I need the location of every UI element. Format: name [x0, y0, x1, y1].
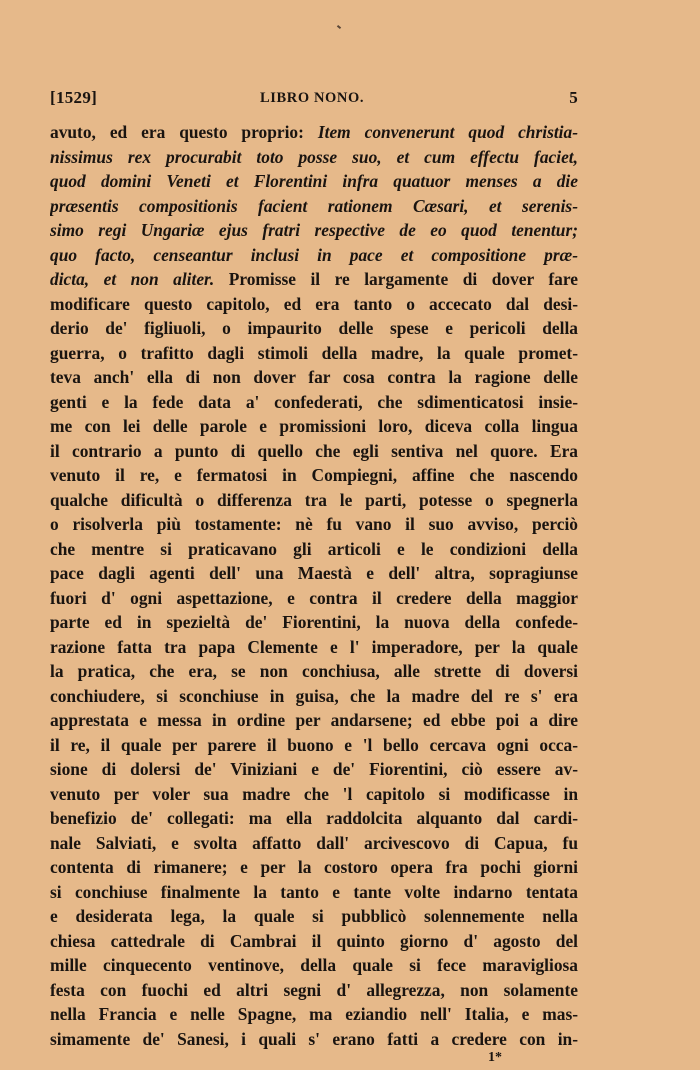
latin-quote-segment: dicta, et non aliter.: [50, 269, 215, 289]
text-segment: me con lei delle parole e promissioni loro, diceva colla lingua: [50, 416, 578, 436]
text-segment: il contrario a punto di quello che egli sentiva nel quore. Era: [50, 440, 578, 461]
text-segment: guerra, o trafitto dagli stimoli della madre, la quale promet-: [50, 342, 578, 363]
text-line: [50, 684, 578, 709]
text-line: [50, 855, 578, 880]
text-segment: avuto, ed era questo proprio:: [50, 122, 318, 142]
text-segment: qualche dificultà o differenza tra le parti, potesse o spegnerla: [50, 489, 578, 510]
text-segment: mille cinquecento ventinove, della quale si fece maravigliosa: [50, 955, 578, 975]
text-line: [50, 390, 578, 415]
text-segment: simamente de' Sanesi, i quali s' erano fatti a credere con in-: [50, 1028, 578, 1049]
text-segment: contenta di rimanere; e per la costoro opera fra pochi giorni: [50, 857, 578, 877]
body-text: [50, 120, 578, 1051]
text-segment: conchiudere, si sconchiuse in guisa, che la madre del re s' era: [50, 685, 578, 706]
text-line: [50, 561, 578, 586]
text-line: [50, 463, 578, 488]
text-line: [50, 635, 578, 660]
text-line: [50, 512, 578, 537]
text-line: [50, 414, 578, 439]
text-line: [50, 488, 578, 513]
latin-quote-segment: præsentis compositionis facient rationem Cæsari, et serenis-: [50, 195, 578, 216]
text-line: [50, 267, 578, 292]
text-segment: apprestata e messa in ordine per andarsene; ed ebbe poi a dire: [50, 710, 578, 730]
running-header: [50, 88, 578, 118]
text-line: [50, 586, 578, 611]
text-segment: benefizio de' collegati: ma ella raddolcita alquanto dal cardi-: [50, 808, 578, 828]
text-segment: Promisse il re largamente di dover fare: [214, 269, 578, 289]
text-segment: che mentre si praticavano gli articoli e le condizioni della: [50, 538, 578, 559]
latin-quote-segment: quod domini Veneti et Florentini infra quatuor menses a die: [50, 171, 578, 191]
text-segment: la pratica, che era, se non conchiusa, alle strette di doversi: [50, 661, 578, 681]
ink-speck: [337, 25, 341, 29]
text-segment: festa con fuochi ed altri segni d' allegrezza, non solamente: [50, 979, 578, 1000]
text-line: [50, 610, 578, 635]
text-segment: venuto per voler sua madre che 'l capitolo si modificasse in: [50, 783, 578, 804]
latin-quote-segment: quo facto, censeantur inclusi in pace et compositione præ-: [50, 244, 578, 265]
text-segment: derio de' figliuoli, o impaurito delle spese e pericoli della: [50, 318, 578, 338]
header-book-title: LIBRO NONO.: [260, 90, 365, 106]
latin-quote-segment: simo regi Ungariæ ejus fratri respective de eo quod tenentur;: [50, 220, 578, 240]
latin-quote-segment: nissimus rex procurabit toto posse suo, et cum effectu faciet,: [50, 146, 578, 167]
text-line: [50, 733, 578, 758]
text-line: [50, 243, 578, 268]
text-line: [50, 169, 578, 194]
text-line: [50, 194, 578, 219]
text-line: [50, 659, 578, 684]
header-year: [1529]: [50, 88, 98, 107]
text-segment: si conchiuse finalmente la tanto e tante volte indarno tentata: [50, 881, 578, 902]
text-segment: e desiderata lega, la quale si pubblicò solennemente nella: [50, 906, 578, 926]
text-segment: sione di dolersi de' Viniziani e de' Fiorentini, ciò essere av-: [50, 759, 578, 779]
text-segment: modificare questo capitolo, ed era tanto o accecato dal desi-: [50, 293, 578, 314]
text-line: [50, 782, 578, 807]
text-line: [50, 120, 578, 145]
text-line: [50, 757, 578, 782]
text-segment: fuori d' ogni aspettazione, e contra il credere della maggior: [50, 587, 578, 608]
text-line: [50, 316, 578, 341]
text-line: [50, 831, 578, 856]
text-line: [50, 145, 578, 170]
page-number: 5: [569, 88, 578, 107]
text-line: [50, 341, 578, 366]
text-segment: pace dagli agenti dell' una Maestà e dell' altra, sopragiunse: [50, 563, 578, 583]
footnote-mark: 1*: [488, 1050, 502, 1065]
text-line: [50, 880, 578, 905]
text-line: [50, 1002, 578, 1027]
text-line: [50, 365, 578, 390]
text-segment: o risolverla più tostamente: nè fu vano il suo avviso, perciò: [50, 514, 578, 534]
text-line: [50, 806, 578, 831]
latin-quote-segment: Item convenerunt quod christia-: [317, 122, 578, 142]
text-line: [50, 904, 578, 929]
text-segment: nella Francia e nelle Spagne, ma eziandio nell' Italia, e mas-: [50, 1004, 578, 1024]
text-segment: il re, il quale per parere il buono e 'l bello cercava ogni occa-: [50, 734, 578, 755]
text-segment: parte ed in spezieltà de' Fiorentini, la nuova della confede-: [50, 612, 578, 632]
text-line: [50, 708, 578, 733]
text-segment: nale Salviati, e svolta affatto dall' arcivescovo di Capua, fu: [50, 832, 578, 853]
text-segment: venuto il re, e fermatosi in Compiegni, affine che nascendo: [50, 465, 578, 485]
text-line: [50, 218, 578, 243]
text-line: [50, 292, 578, 317]
text-line: [50, 439, 578, 464]
text-line: [50, 537, 578, 562]
text-segment: razione fatta tra papa Clemente e l' imperadore, per la quale: [50, 636, 578, 657]
text-line: [50, 953, 578, 978]
text-line: [50, 929, 578, 954]
text-segment: chiesa cattedrale di Cambrai il quinto giorno d' agosto del: [50, 930, 578, 951]
text-line: [50, 978, 578, 1003]
text-segment: genti e la fede data a' confederati, che sdimenticatosi insie-: [50, 391, 578, 412]
text-line: [50, 1027, 578, 1052]
text-segment: teva anch' ella di non dover far cosa contra la ragione delle: [50, 367, 578, 387]
